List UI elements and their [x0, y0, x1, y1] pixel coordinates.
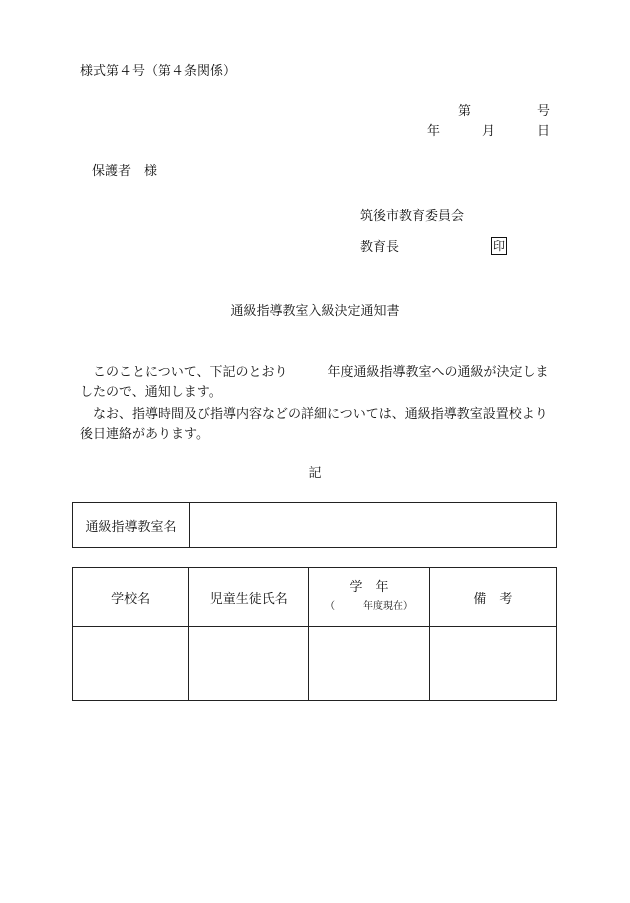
- school-name-cell[interactable]: [73, 627, 189, 701]
- addressee: 保護者 様: [92, 164, 158, 179]
- school-name-header: 学校名: [73, 568, 189, 627]
- doc-number-suffix: 号: [536, 104, 550, 119]
- table-row: [73, 627, 557, 701]
- grade-header-note: [309, 599, 428, 615]
- grade-note-text: 年度現在）: [363, 601, 414, 612]
- document-title: 通級指導教室入級決定通知書: [230, 304, 400, 319]
- issuer-organization: 筑後市教育委員会: [360, 209, 465, 224]
- seal-box: 印: [491, 237, 507, 255]
- student-table: [72, 567, 557, 701]
- class-name-field[interactable]: [190, 503, 557, 548]
- student-name-cell[interactable]: [189, 627, 309, 701]
- date-year: 年: [426, 124, 440, 139]
- student-name-header: 児童生徒氏名: [189, 568, 309, 627]
- body-paragraph-2-text: なお、指導時間及び指導内容などの詳細については、通級指導教室設置校より後日連絡があります。: [80, 407, 548, 442]
- issuer-title: 教育長: [360, 240, 400, 255]
- remarks-cell[interactable]: [429, 627, 556, 701]
- body-paragraph-1-b: 年度通級指導教室への通級が決定しましたので、通知します。: [80, 365, 549, 400]
- grade-note-open-paren: （: [325, 601, 336, 612]
- form-number: 様式第４号（第４条関係）: [80, 64, 237, 79]
- student-table-header-row: [73, 568, 557, 627]
- class-name-table: [72, 502, 557, 548]
- ki-mark: 記: [308, 466, 322, 481]
- grade-header: [309, 568, 429, 627]
- body-paragraph-2: [80, 405, 552, 445]
- class-name-label: 通級指導教室名: [73, 503, 190, 548]
- grade-header-label: 学 年: [349, 580, 389, 595]
- body-paragraph-1-a: このことについて、下記のとおり: [93, 365, 288, 380]
- body-paragraph-1: [80, 363, 552, 403]
- date-month: 月: [481, 124, 495, 139]
- issue-date: [427, 124, 550, 140]
- date-day: 日: [536, 124, 550, 139]
- doc-number-prefix: 第: [457, 104, 471, 119]
- remarks-header: 備 考: [429, 568, 556, 627]
- document-number: [458, 104, 550, 120]
- grade-cell[interactable]: [309, 627, 429, 701]
